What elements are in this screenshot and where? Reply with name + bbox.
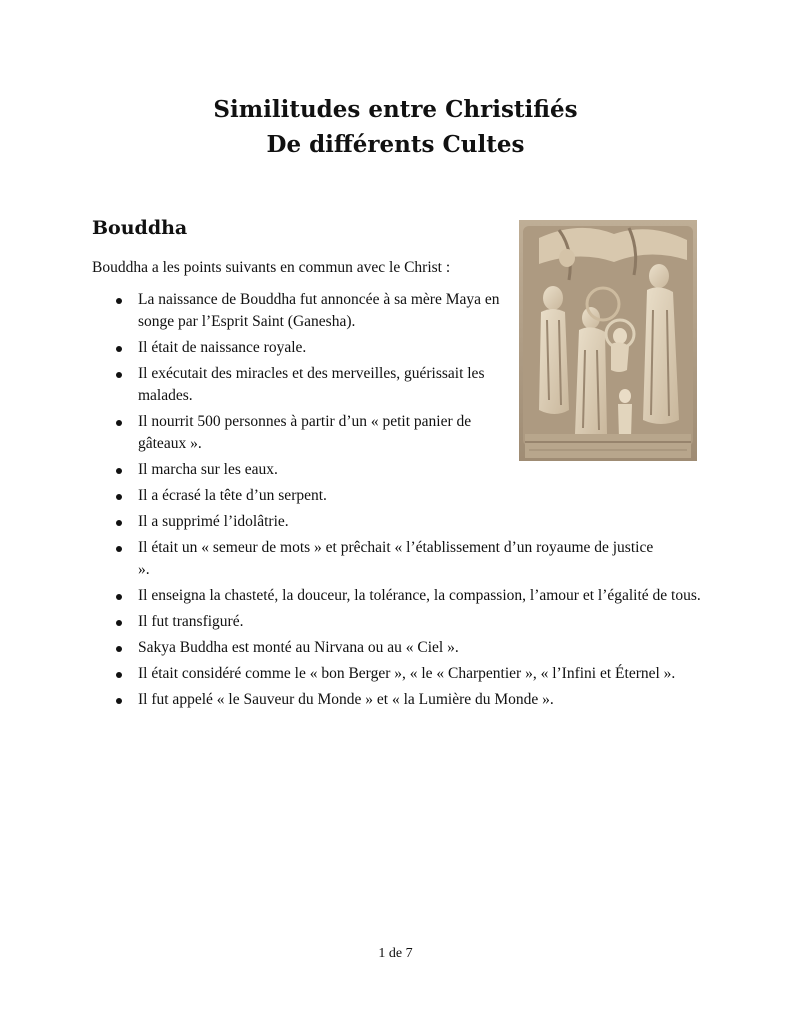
section-heading: Bouddha xyxy=(92,217,188,239)
bullet-icon xyxy=(116,298,122,304)
list-item xyxy=(92,637,712,659)
list-item-text: Il marcha sur les eaux. xyxy=(138,461,278,478)
bullet-icon xyxy=(116,620,122,626)
list-item-text: Il nourrit 500 personnes à partir d’un « petit panier de gâteaux ». xyxy=(138,413,472,452)
list-item-text: Il fut appelé « le Sauveur du Monde » et « la Lumière du Monde ». xyxy=(138,691,554,708)
bullet-icon xyxy=(116,546,122,552)
list-item-text: Il a supprimé l’idolâtrie. xyxy=(138,513,289,530)
list-item xyxy=(92,363,516,407)
bullet-icon xyxy=(116,346,122,352)
list-item xyxy=(92,411,516,455)
section-intro: Bouddha a les points suivants en commun avec le Christ : xyxy=(92,259,451,276)
list-item-text: Sakya Buddha est monté au Nirvana ou au « Ciel ». xyxy=(138,639,459,656)
list-item-text: Il fut transfiguré. xyxy=(138,613,244,630)
list-item-text: La naissance de Bouddha fut annoncée à sa mère Maya en songe par l’Esprit Saint (Ganesha). xyxy=(138,291,500,330)
list-item-text: Il était de naissance royale. xyxy=(138,339,307,356)
document-title xyxy=(0,92,791,162)
list-item-text: Il était un « semeur de mots » et prêchait « l’établissement d’un royaume de justice ». xyxy=(138,539,654,578)
list-item xyxy=(92,689,712,711)
bullet-icon xyxy=(116,520,122,526)
bullet-icon xyxy=(116,494,122,500)
list-item-text: Il était considéré comme le « bon Berger », « le « Charpentier », « l’Infini et Éternel ». xyxy=(138,665,676,682)
list-item xyxy=(92,663,712,685)
list-item xyxy=(92,289,516,333)
list-item xyxy=(92,485,712,507)
bullet-icon xyxy=(116,372,122,378)
list-item xyxy=(92,611,712,633)
list-item xyxy=(92,585,712,607)
list-item-text: Il enseigna la chasteté, la douceur, la tolérance, la compassion, l’amour et l’égalité de tous. xyxy=(138,587,701,604)
page-number: 1 de 7 xyxy=(378,946,413,961)
list-item xyxy=(92,537,658,581)
list-item xyxy=(92,459,712,481)
bullet-icon xyxy=(116,468,122,474)
list-item-text: Il exécutait des miracles et des merveilles, guérissait les malades. xyxy=(138,365,485,404)
bullet-icon xyxy=(116,646,122,652)
bullet-icon xyxy=(116,420,122,426)
list-item xyxy=(92,511,712,533)
list-item-text: Il a écrasé la tête d’un serpent. xyxy=(138,487,327,504)
bullet-icon xyxy=(116,594,122,600)
list-item xyxy=(92,337,516,359)
bullet-icon xyxy=(116,698,122,704)
bullet-icon xyxy=(116,672,122,678)
title-line-2: De différents Cultes xyxy=(266,131,525,158)
title-line-1: Similitudes entre Christifiés xyxy=(213,96,578,123)
similarities-list xyxy=(92,289,712,715)
